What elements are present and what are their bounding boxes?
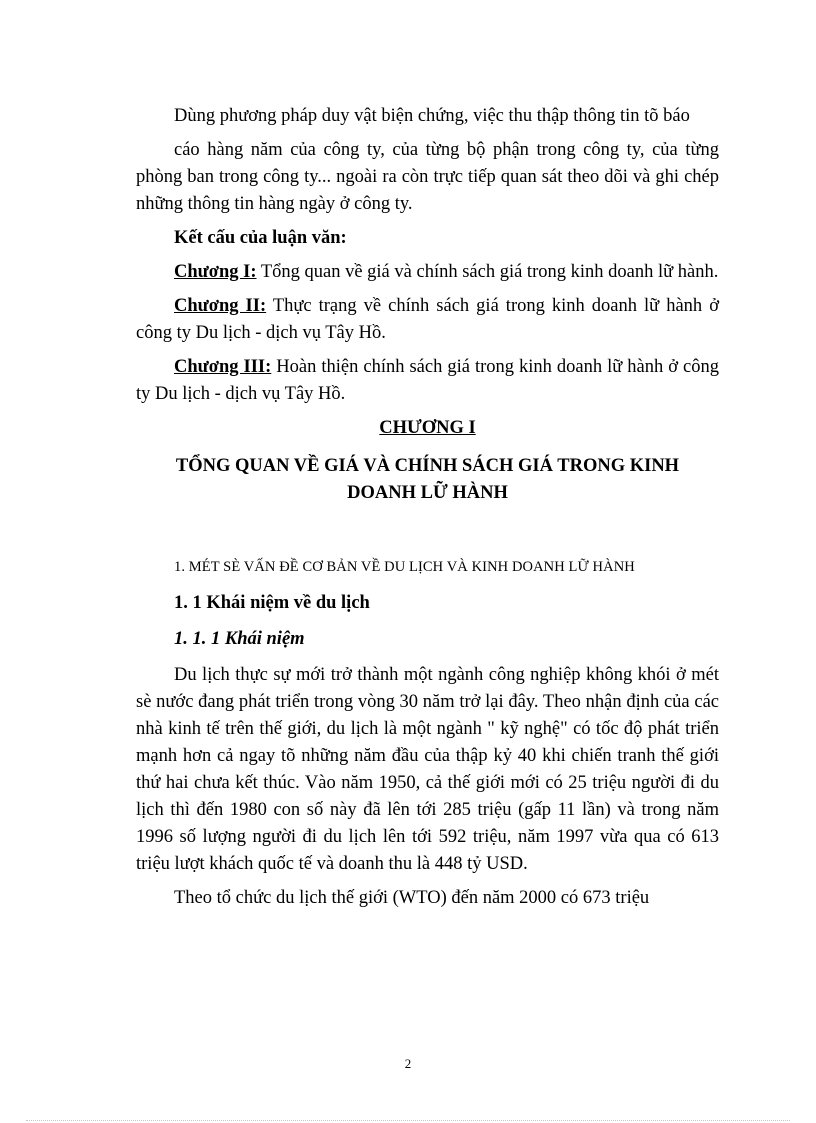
method-paragraph-line2: cáo hàng năm của công ty, của từng bộ phận trong công ty, của từng phòng ban trong công ty... ngoài ra còn trực tiếp quan sát theo dõi và ghi chép những thông tin hàng ngày ở công ty. xyxy=(136,140,719,214)
chapter-3-label: Chương III: xyxy=(174,357,272,377)
page-number: 2 xyxy=(404,1056,412,1071)
chapter-1-text: Tổng quan về giá và chính sách giá trong kinh doanh lữ hành. xyxy=(256,262,719,282)
chapter-heading: TỔNG QUAN VỀ GIÁ VÀ CHÍNH SÁCH GIÁ TRONG KINH DOANH LỮ HÀNH xyxy=(175,456,680,503)
thesis-structure-heading: Kết cấu của luận văn: xyxy=(174,228,347,248)
method-paragraph-line1: Dùng phương pháp duy vật biện chứng, việc thu thập thông tin tõ báo xyxy=(174,106,690,126)
chapter-1-label: Chương I: xyxy=(174,262,257,282)
chapter-1-summary xyxy=(136,259,719,286)
chapter-2-label: Chương II: xyxy=(174,296,267,316)
chapter-3-summary xyxy=(136,354,719,408)
wto-paragraph: Theo tổ chức du lịch thế giới (WTO) đến năm 2000 có 673 triệu xyxy=(174,888,650,908)
tourism-paragraph: Du lịch thực sự mới trở thành một ngành công nghiệp không khói ở mét sè nước đang phát triển trong vòng 30 năm trở lại đây. Theo nhận định của các nhà kinh tế trên thế giới, du lịch là một ngành " kỹ nghệ" có tốc độ phát triển mạnh hơn cả ngay tõ những năm đầu của thập kỷ 40 khi chiến tranh thế giới thứ hai chưa kết thúc. Vào năm 1950, cả thế giới mới có 25 triệu người đi du lịch thì đến 1980 con số này đã lên tới 285 triệu (gấp 11 lần) và trong năm 1996 số lượng người đi du lịch lên tới 592 triệu, năm 1997 vừa qua có 613 triệu lượt khách quốc tế và doanh thu là 448 tỷ USD. xyxy=(136,665,719,874)
page-content xyxy=(136,103,719,919)
chapter-2-summary xyxy=(136,293,719,347)
chapter-title: CHƯƠNG I xyxy=(379,418,476,438)
page-bottom-divider xyxy=(26,1120,790,1121)
chapter-3-text: Hoàn thiện chính sách giá trong kinh doanh lữ hành ở công ty Du lịch - dịch vụ Tây Hồ. xyxy=(136,357,719,404)
subsubsection-heading: 1. 1. 1 Khái niệm xyxy=(174,629,305,649)
section-heading: 1. MÉT SÈ VẤN ĐỀ CƠ BẢN VỀ DU LỊCH VÀ KINH DOANH LỮ HÀNH xyxy=(174,559,635,575)
subsection-heading: 1. 1 Khái niệm về du lịch xyxy=(174,593,370,613)
chapter-2-text: Thực trạng về chính sách giá trong kinh doanh lữ hành ở công ty Du lịch - dịch vụ Tây Hồ. xyxy=(136,296,719,343)
